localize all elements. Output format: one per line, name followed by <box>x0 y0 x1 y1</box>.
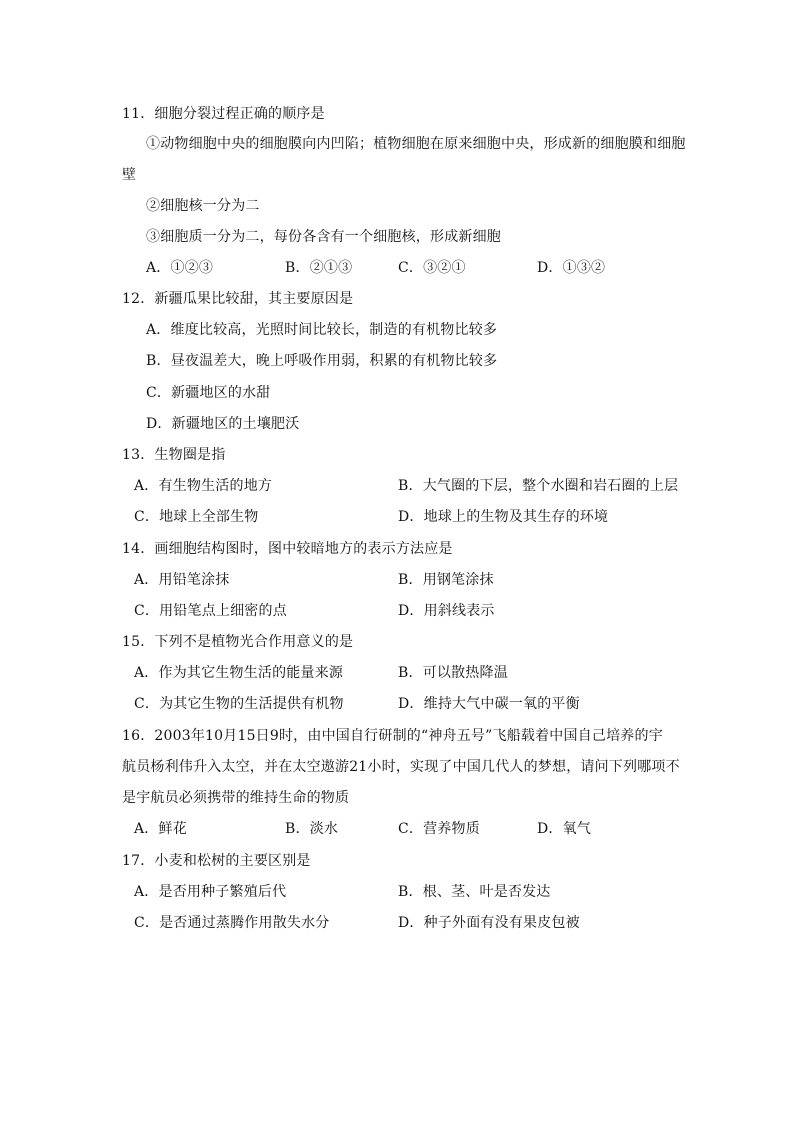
q14-option-d: D．用斜线表示 <box>398 603 495 619</box>
q11-statement-1: ①动物细胞中央的细胞膜向内凹陷；植物细胞在原来细胞中央，形成新的细胞膜和细胞 <box>146 136 686 152</box>
q16-stem-line-1: 16．2003年10月15日9时，由中国自行研制的“神舟五号”飞船载着中国自己培养的宇 <box>122 728 663 744</box>
q12-option-d: D．新疆地区的土壤肥沃 <box>146 416 300 432</box>
q12-option-c: C．新疆地区的水甜 <box>146 385 271 401</box>
q16-option-c: C．营养物质 <box>398 821 480 837</box>
q12-option-a: A．维度比较高，光照时间比较长，制造的有机物比较多 <box>146 322 498 338</box>
q13-stem: 13．生物圈是指 <box>122 447 226 463</box>
q11-statement-1-cont: 壁 <box>122 167 137 183</box>
q17-option-d: D．种子外面有没有果皮包被 <box>398 915 580 931</box>
q16-option-d: D．氧气 <box>537 821 592 837</box>
q13-option-a: A．有生物生活的地方 <box>134 478 273 494</box>
q17-option-b: B．根、茎、叶是否发达 <box>398 884 551 900</box>
q16-option-b: B．淡水 <box>285 821 339 837</box>
q17-option-c: C．是否通过蒸腾作用散失水分 <box>134 915 330 931</box>
q15-option-d: D．维持大气中碳一氧的平衡 <box>398 696 580 712</box>
q13-option-d: D．地球上的生物及其生存的环境 <box>398 509 609 525</box>
q11-statement-3: ③细胞质一分为二，每份各含有一个细胞核，形成新细胞 <box>146 229 501 245</box>
q13-option-b: B．大气圈的下层，整个水圈和岩石圈的上层 <box>398 478 679 494</box>
q14-stem: 14．画细胞结构图时，图中较暗地方的表示方法应是 <box>122 541 453 557</box>
q16-stem-line-2: 航员杨利伟升入太空，并在太空遨游21小时，实现了中国几代人的梦想，请问下列哪项不 <box>122 759 680 775</box>
q16-stem-line-3: 是宇航员必须携带的维持生命的物质 <box>122 790 350 806</box>
q15-stem: 15．下列不是植物光合作用意义的是 <box>122 634 354 650</box>
q11-option-a: A．①②③ <box>146 260 214 276</box>
q16-option-a: A．鲜花 <box>134 821 187 837</box>
q15-option-a: A．作为其它生物生活的能量来源 <box>134 665 344 681</box>
q14-option-a: A．用铅笔涂抹 <box>134 572 230 588</box>
q11-statement-2: ②细胞核一分为二 <box>146 198 260 214</box>
q17-stem: 17．小麦和松树的主要区别是 <box>122 853 311 869</box>
q11-stem: 11．细胞分裂过程正确的顺序是 <box>122 106 325 122</box>
q11-option-d: D．①③② <box>537 260 606 276</box>
q11-option-b: B．②①③ <box>285 260 353 276</box>
q14-option-c: C．用铅笔点上细密的点 <box>134 603 287 619</box>
q12-stem: 12．新疆瓜果比较甜，其主要原因是 <box>122 291 354 307</box>
q15-option-c: C．为其它生物的生活提供有机物 <box>134 696 344 712</box>
q14-option-b: B．用钢笔涂抹 <box>398 572 494 588</box>
q15-option-b: B．可以散热降温 <box>398 665 508 681</box>
q11-option-c: C．③②① <box>398 260 466 276</box>
q17-option-a: A．是否用种子繁殖后代 <box>134 884 287 900</box>
q13-option-c: C．地球上全部生物 <box>134 509 259 525</box>
q12-option-b: B．昼夜温差大，晚上呼吸作用弱，积累的有机物比较多 <box>146 353 498 369</box>
